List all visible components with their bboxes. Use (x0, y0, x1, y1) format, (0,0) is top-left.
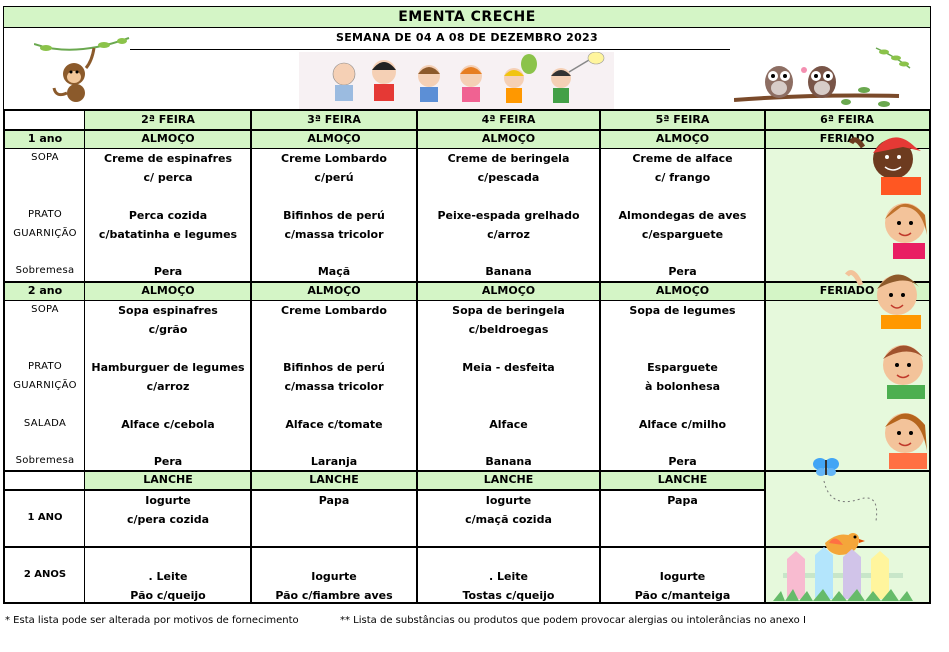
meal-label: ALMOÇO (481, 132, 536, 145)
soup-thu: Sopa de legumes (629, 304, 736, 317)
lanche-label: LANCHE (657, 473, 708, 486)
day-thursday: 5ª FEIRA (655, 113, 710, 126)
monkey-illustration (34, 36, 134, 106)
main-tue: Bifinhos de perú c/massa tricolor (283, 361, 385, 393)
page-title: EMENTA CRECHE (3, 6, 931, 28)
main-mon: Perca cozida c/batatinha e legumes (98, 209, 238, 241)
dessert-thu: Pera (668, 265, 697, 278)
menu-sheet (3, 6, 931, 604)
kids-peeking-illustration (841, 125, 931, 495)
lanche-label: LANCHE (143, 473, 193, 486)
menu-table (3, 109, 931, 604)
label-prato: PRATO (27, 209, 63, 220)
snack1-tue: Papa (318, 494, 350, 507)
lanche-label: LANCHE (309, 473, 359, 486)
dessert-thu: Pera (668, 455, 697, 468)
group-1-ano: 1 ano (27, 132, 63, 145)
main-thu: Almondegas de aves c/esparguete (618, 209, 747, 241)
kids-group-illustration (299, 52, 614, 110)
lanche-2-anos: 2 ANOS (23, 569, 67, 580)
main-tue: Bifinhos de perú c/massa tricolor (283, 209, 385, 241)
soup-wed: Sopa de beringela c/beldroegas (452, 304, 565, 336)
label-sopa: SOPA (31, 152, 59, 163)
day-monday: 2ª FEIRA (141, 113, 195, 126)
label-guarnicao: GUARNIÇÃO (13, 380, 77, 391)
label-prato: PRATO (27, 361, 63, 372)
meal-label: ALMOÇO (655, 132, 710, 145)
butterfly-icon (811, 455, 841, 479)
soup-mon: Sopa espinafres c/grão (118, 304, 218, 336)
meal-label: ALMOÇO (481, 284, 536, 297)
label-sobremesa: Sobremesa (15, 455, 75, 466)
dessert-tue: Maçã (317, 265, 351, 278)
meal-label: ALMOÇO (307, 132, 361, 145)
salad-wed: Alface (489, 418, 528, 431)
label-salada: SALADA (23, 418, 67, 429)
soup-wed: Creme de beringela c/pescada (447, 152, 570, 184)
snack1-thu: Papa (667, 494, 698, 507)
meal-label: ALMOÇO (307, 284, 361, 297)
day-friday: 6ª FEIRA (820, 113, 874, 126)
snack1-wed: Iogurte c/maçã cozida (465, 494, 552, 526)
dessert-mon: Pera (153, 265, 183, 278)
holiday-label: FERIADO (819, 284, 875, 297)
group-2-ano: 2 ano (27, 284, 63, 297)
main-thu: Esparguete à bolonhesa (644, 361, 721, 393)
meal-label: ALMOÇO (141, 132, 195, 145)
footer-note-2: ** Lista de substâncias ou produtos que podem provocar alergias ou intolerâncias no anexo I (340, 615, 806, 626)
snack2-thu: Iogurte Pão c/manteiga (634, 570, 731, 602)
soup-tue: Creme Lombardo c/perú (281, 152, 387, 184)
soup-thu: Creme de alface c/ frango (632, 152, 733, 184)
main-wed: Meia - desfeita (462, 361, 555, 374)
week-subtitle: SEMANA DE 04 A 08 DE DEZEMBRO 2023 (3, 28, 931, 48)
dessert-wed: Banana (485, 455, 532, 468)
snack2-mon: . Leite Pão c/queijo (130, 570, 206, 602)
label-sobremesa: Sobremesa (15, 265, 75, 276)
snack1-mon: Iogurte c/pera cozida (126, 494, 210, 526)
salad-thu: Alface c/milho (638, 418, 727, 431)
footer-note-1: * Esta lista pode ser alterada por motivos de fornecimento (5, 615, 299, 626)
salad-mon: Alface c/cebola (121, 418, 215, 431)
lanche-label: LANCHE (483, 473, 534, 486)
meal-label: ALMOÇO (655, 284, 710, 297)
day-tuesday: 3ª FEIRA (307, 113, 361, 126)
salad-tue: Alface c/tomate (285, 418, 383, 431)
main-wed: Peixe-espada grelhado c/arroz (437, 209, 580, 241)
dessert-tue: Laranja (310, 455, 358, 468)
label-guarnicao: GUARNIÇÃO (13, 228, 77, 239)
day-wednesday: 4ª FEIRA (481, 113, 536, 126)
meal-label: ALMOÇO (141, 284, 195, 297)
leaves-illustration (874, 44, 914, 74)
snack2-tue: Iogurte Pão c/fiambre aves (275, 570, 393, 602)
soup-mon: Creme de espinafres c/ perca (104, 152, 232, 184)
snack2-wed: . Leite Tostas c/queijo (462, 570, 555, 602)
banner-illustrations (3, 48, 931, 109)
main-mon: Hamburguer de legumes c/arroz (91, 361, 245, 393)
soup-tue: Creme Lombardo (281, 304, 387, 317)
dessert-mon: Pera (153, 455, 183, 468)
dessert-wed: Banana (485, 265, 532, 278)
bird-fence-illustration (773, 521, 913, 603)
lanche-1-ano: 1 ANO (27, 512, 63, 523)
label-sopa: SOPA (31, 304, 59, 315)
holiday-label: FERIADO (819, 132, 875, 145)
